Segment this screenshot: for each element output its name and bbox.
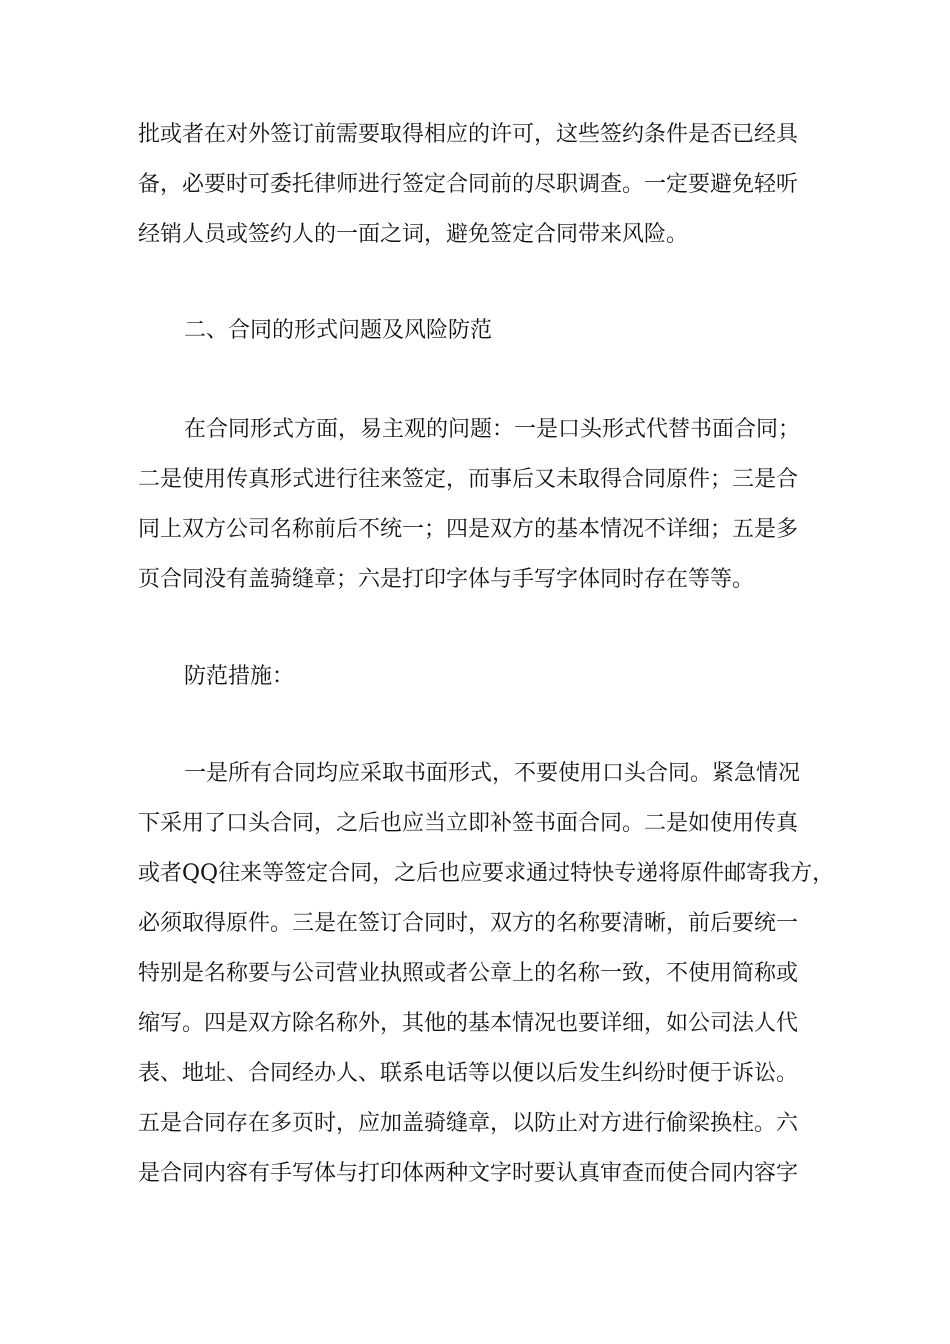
text-line: 一是所有合同均应采取书面形式，不要使用口头合同。紧急情况 <box>184 761 801 786</box>
text-line: 或者QQ往来等签定合同，之后也应要求通过特快专递将原件邮寄我方， <box>138 861 835 886</box>
text-line: 批或者在对外签订前需要取得相应的许可，这些签约条件是否已经具 <box>138 122 799 147</box>
text-line: 在合同形式方面，易主观的问题：一是口头形式代替书面合同； <box>184 417 801 442</box>
section-heading: 二、合同的形式问题及风险防范 <box>184 318 493 343</box>
text-line: 同上双方公司名称前后不统一；四是双方的基本情况不详细；五是多 <box>138 517 799 542</box>
text-line: 经销人员或签约人的一面之词，避免签定合同带来风险。 <box>138 222 689 247</box>
text-line: 备，必要时可委托律师进行签定合同前的尽职调查。一定要避免轻听 <box>138 172 799 197</box>
text-line: 特别是名称要与公司营业执照或者公章上的名称一致，不使用简称或 <box>138 961 799 986</box>
subheading: 防范措施： <box>184 664 295 689</box>
text-line: 是合同内容有手写体与打印体两种文字时要认真审查而使合同内容字 <box>138 1161 799 1186</box>
text-line: 缩写。四是双方除名称外，其他的基本情况也要详细，如公司法人代 <box>138 1011 799 1036</box>
text-line: 下采用了口头合同，之后也应当立即补签书面合同。二是如使用传真 <box>138 811 799 836</box>
text-line: 表、地址、合同经办人、联系电话等以便以后发生纠纷时便于诉讼。 <box>138 1061 799 1086</box>
text-line: 必须取得原件。三是在签订合同时，双方的名称要清晰，前后要统一 <box>138 911 799 936</box>
text-line: 五是合同存在多页时，应加盖骑缝章，以防止对方进行偷梁换柱。六 <box>138 1111 799 1136</box>
text-line: 页合同没有盖骑缝章；六是打印字体与手写字体同时存在等等。 <box>138 567 755 592</box>
text-line: 二是使用传真形式进行往来签定，而事后又未取得合同原件；三是合 <box>138 467 799 492</box>
